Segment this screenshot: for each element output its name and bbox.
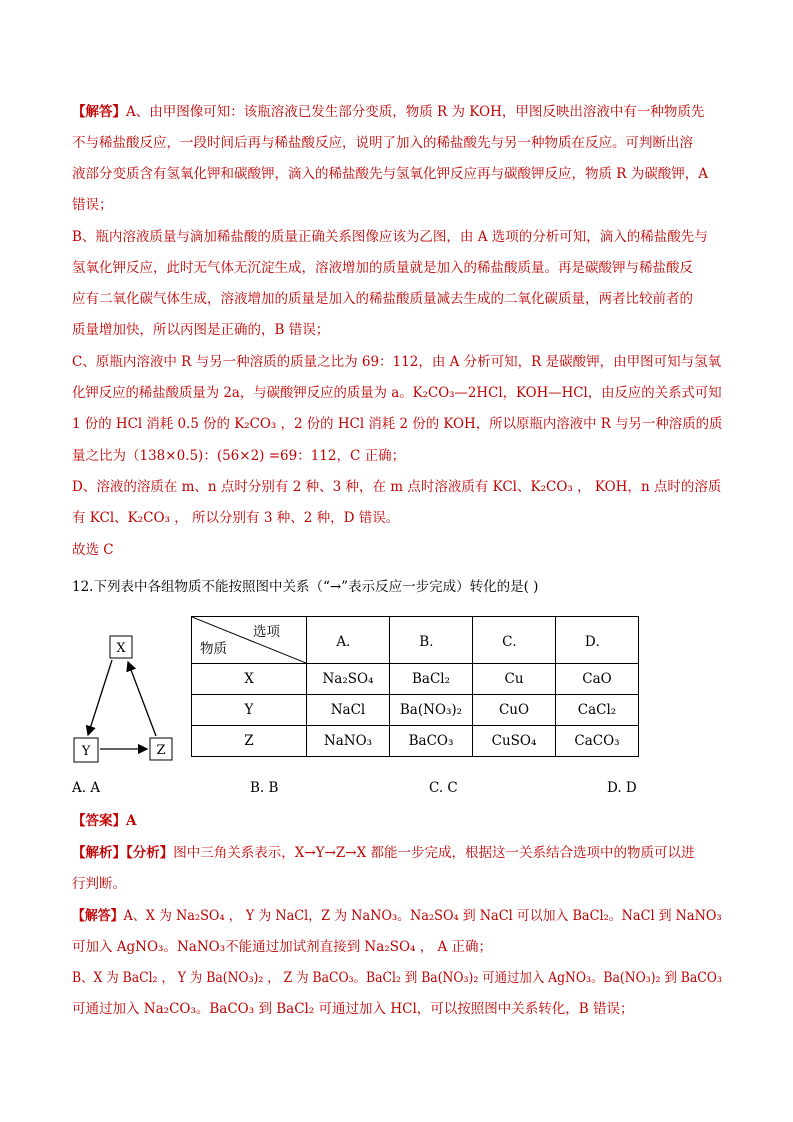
solution-prev-line-11: 1 份的 HCl 消耗 0.5 份的 K₂CO₃ ，2 份的 HCl 消耗 2 份的 KOH，所以原瓶内溶液中 R 与另一种溶质的质 xyxy=(72,416,723,432)
solution-prev-line-2: 不与稀盐酸反应，一段时间后再与稀盐酸反应，说明了加入的稀盐酸先与另一种物质在反应。可判断出溶 xyxy=(72,135,693,151)
table-row xyxy=(192,664,639,695)
solution-line-4: 可通过加入 Na₂CO₃。BaCO₃ 到 BaCl₂ 可通过加入 HCl，可以按照图中关系转化，B 错误； xyxy=(72,1001,634,1017)
solution-prev-line-9: C、原瓶内溶液中 R 与另一种溶质的质量之比为 69：112，由 A 分析可知，R 是碳酸钾，由甲图可知与氢氧 xyxy=(72,354,722,370)
table-cell: CuSO₄ xyxy=(473,726,556,757)
solution-prev-tag: 【解答】 xyxy=(72,104,126,120)
answer-tag: 【答案】 xyxy=(72,813,126,829)
option-header-a: A． xyxy=(307,617,390,664)
answer-value: A xyxy=(126,813,137,829)
node-z-label: Z xyxy=(156,743,166,758)
solution-line-3: B、X 为 BaCl₂ ， Y 为 Ba(NO₃)₂ ， Z 为 BaCO₃。BaCl₂ 到 Ba(NO₃)₂ 可通过加入 AgNO₃。Ba(NO₃)₂ 到 BaCO₃ xyxy=(72,970,722,986)
table-cell: CuO xyxy=(473,695,556,726)
node-y-label: Y xyxy=(81,744,91,759)
solution-prev-line-7: 应有二氧化碳气体生成，溶液增加的质量是加入的稀盐酸质量减去生成的二氧化碳质量，两者比较前者的 xyxy=(72,291,693,307)
table-cell: Na₂SO₄ xyxy=(307,664,390,695)
solution-tag: 【解答】 xyxy=(72,908,124,924)
table-cell: CaCl₂ xyxy=(556,695,639,726)
solution-prev-line-1: 【解答】A、由甲图像可知：该瓶溶液已发生部分变质，物质 R 为 KOH，甲图反映出溶液中有一种物质先 xyxy=(72,104,705,120)
solution-prev-line-5: B、瓶内溶液质量与滴加稀盐酸的质量正确关系图像应该为乙图，由 A 选项的分析可知，滴入的稀盐酸先与 xyxy=(72,229,708,245)
solution-prev-final: 故选 C xyxy=(72,542,114,558)
table-corner-cell xyxy=(192,617,307,664)
solution-line-2: 可加入 AgNO₃。NaNO₃不能通过加试剂直接到 Na₂SO₄ ， A 正确； xyxy=(72,939,493,955)
solution-prev-line-4: 错误； xyxy=(72,197,113,213)
choice-b: B. B xyxy=(250,780,279,796)
solution-prev-line-10: 化钾反应的稀盐酸质量为 2a，与碳酸钾反应的质量为 a。K₂CO₃—2HCl，KOH—HCl，由反应的关系式可知 xyxy=(72,385,722,401)
option-header-c: C． xyxy=(473,617,556,664)
solution-line-1: 【解答】A、X 为 Na₂SO₄ ， Y 为 NaCl，Z 为 NaNO₃。Na₂SO₄ 到 NaCl 可以加入 BaCl₂。NaCl 到 NaNO₃ xyxy=(72,908,722,924)
table-row xyxy=(192,726,639,757)
option-header-b: B． xyxy=(390,617,473,664)
arrow-x-to-y xyxy=(88,660,112,735)
node-x-label: X xyxy=(116,641,126,656)
solution-prev-line-8: 质量增加快，所以丙图是正确的，B 错误； xyxy=(72,322,330,338)
triangle-diagram xyxy=(70,634,180,766)
table-cell: BaCl₂ xyxy=(390,664,473,695)
corner-top-label: 选项 xyxy=(253,624,280,640)
solution-prev-line-14: 有 KCl、K₂CO₃ ， 所以分别有 3 种、2 种，D 错误。 xyxy=(72,510,400,526)
options-table xyxy=(191,616,639,757)
analysis-line-2: 行判断。 xyxy=(72,876,126,892)
row-label-z: Z xyxy=(192,726,307,757)
choice-a: A. A xyxy=(72,780,101,796)
choice-c: C. C xyxy=(429,780,458,796)
table-cell: Ba(NO₃)₂ xyxy=(390,695,473,726)
table-header-row xyxy=(192,617,639,664)
table-cell: NaNO₃ xyxy=(307,726,390,757)
analysis-tag: 【解析】【分析】 xyxy=(72,845,174,861)
table-cell: Cu xyxy=(473,664,556,695)
table-cell: CaCO₃ xyxy=(556,726,639,757)
table-cell: BaCO₃ xyxy=(390,726,473,757)
row-label-x: X xyxy=(192,664,307,695)
choice-d: D. D xyxy=(607,780,637,796)
solution-prev-line-3: 液部分变质含有氢氧化钾和碳酸钾，滴入的稀盐酸先与氢氧化钾反应再与碳酸钾反应，物质 R 为碳酸钾，A xyxy=(72,166,708,182)
question-stem: 12.下列表中各组物质不能按照图中关系（“→”表示反应一步完成）转化的是( ) xyxy=(72,579,539,595)
row-label-y: Y xyxy=(192,695,307,726)
solution-prev-line-6: 氢氧化钾反应，此时无气体无沉淀生成，溶液增加的质量就是加入的稀盐酸质量。再是碳酸钾与稀盐酸反 xyxy=(72,260,693,276)
table-cell: NaCl xyxy=(307,695,390,726)
solution-prev-line-13: D、溶液的溶质在 m、n 点时分别有 2 种、3 种，在 m 点时溶液质有 KCl、K₂CO₃ ， KOH，n 点时的溶质 xyxy=(72,479,722,495)
answer-line xyxy=(72,811,136,831)
option-header-d: D． xyxy=(556,617,639,664)
corner-bottom-label: 物质 xyxy=(200,641,227,657)
solution-prev-line-12: 量之比为（138×0.5)：(56×2) =69：112，C 正确； xyxy=(72,448,406,464)
table-row xyxy=(192,695,639,726)
arrow-z-to-x xyxy=(128,662,156,736)
table-cell: CaO xyxy=(556,664,639,695)
analysis-line-1: 【解析】【分析】图中三角关系表示，X→Y→Z→X 都能一步完成，根据这一关系结合选项中的物质可以进 xyxy=(72,845,695,861)
